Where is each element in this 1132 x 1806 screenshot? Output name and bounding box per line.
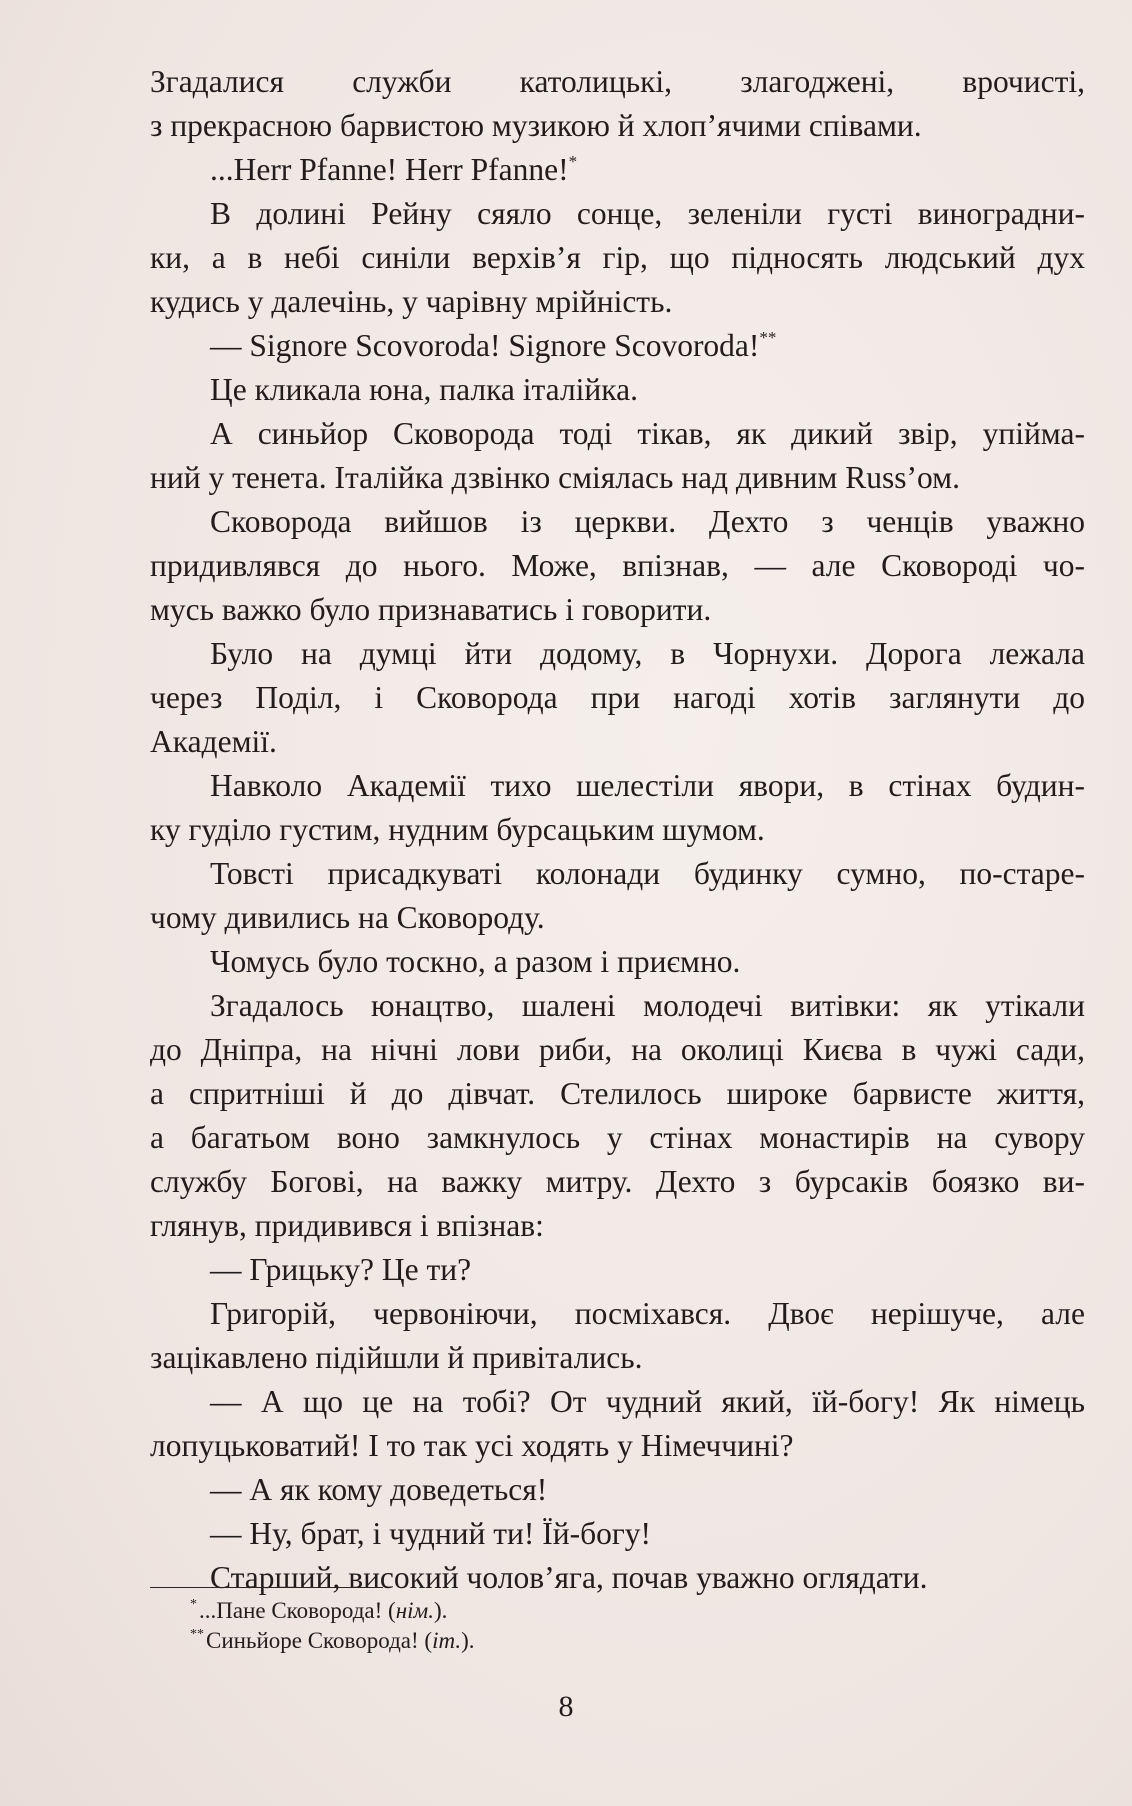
text-line: — Грицьку? Це ти?: [210, 1252, 472, 1287]
text-line: — А що це на тобі? От чудний який, їй-богу! Як німець: [210, 1384, 1085, 1419]
text-line: Чомусь було тоскно, а разом і приємно.: [210, 944, 741, 979]
text-line: а спритніші й до дівчат. Стелилось широке барвисте життя,: [150, 1076, 1085, 1111]
text-line: зацікавлено підійшли й привітались.: [150, 1340, 643, 1375]
text-line: мусь важко було признаватись і говорити.: [150, 592, 712, 627]
text-line: службу Богові, на важку митру. Дехто з бурсаків боязко ви-: [150, 1164, 1085, 1199]
text-line: Це кликала юна, палка італійка.: [210, 372, 638, 407]
footnote-mark: **: [759, 327, 777, 347]
footnote: *...Пане Сковорода! (нім.).: [190, 1597, 448, 1623]
text-line: Згадалось юнацтво, шалені молодечі витівки: як утікали: [210, 988, 1085, 1023]
text-line: — Signore Scovoroda! Signore Scovoroda!**: [210, 327, 777, 363]
footnote-mark: *: [190, 1597, 197, 1613]
text-line: Навколо Академії тихо шелестіли явори, в стінах будин-: [210, 768, 1085, 803]
text-line: — Ну, брат, і чудний ти! Їй-богу!: [210, 1516, 652, 1551]
text-line: В долині Рейну сяяло сонце, зеленіли густі виноградни-: [210, 196, 1085, 231]
text-line: А синьйор Сковорода тоді тікав, як дикий звір, упійма-: [210, 416, 1085, 451]
text-line: Григорій, червоніючи, посміхався. Двоє нерішуче, але: [210, 1296, 1085, 1331]
text-line: придивлявся до нього. Може, впізнав, — але Сковороді чо-: [150, 548, 1085, 583]
text-line: чому дивились на Сковороду.: [150, 900, 545, 935]
text-line: ний у тенета. Італійка дзвінко сміялась над дивним Russ’ом.: [150, 460, 960, 495]
page-number: 8: [558, 1690, 574, 1723]
text-line: через Поділ, і Сковорода при нагоді хотів заглянути до: [150, 680, 1085, 715]
text-line: ку гуділо густим, нудним бурсацьким шумом.: [150, 812, 765, 847]
text-line: ки, а в небі синіли верхів’я гір, що підносять людський дух: [150, 240, 1085, 275]
text-line: Сковорода вийшов із церкви. Дехто з ченців уважно: [210, 504, 1085, 539]
text-line: Згадалися служби католицькі, злагоджені, врочисті,: [150, 64, 1085, 99]
text-line: до Дніпра, на нічні лови риби, на околиці Києва в чужі сади,: [150, 1032, 1085, 1067]
footnote-mark: *: [568, 151, 578, 171]
footnote-language: іт.: [432, 1628, 462, 1653]
text-line: Товсті присадкуваті колонади будинку сумно, по-старе-: [210, 856, 1085, 891]
text-line: лопуцьковатий! І то так усі ходять у Німеччині?: [150, 1428, 794, 1463]
text-line: Було на думці йти додому, в Чорнухи. Дорога лежала: [210, 636, 1085, 671]
text-line: кудись у далечінь, у чарівну мрійність.: [150, 284, 673, 319]
footnote-divider: [150, 1587, 383, 1588]
text-line: — А як кому доведеться!: [210, 1472, 548, 1507]
footnote: **Синьйоре Сковорода! (іт.).: [190, 1627, 475, 1653]
text-line: глянув, придивився і впізнав:: [150, 1208, 544, 1243]
text-line: а багатьом воно замкнулось у стінах монастирів на сувору: [150, 1120, 1085, 1155]
footnote-mark: **: [190, 1627, 204, 1643]
text-line: ...Herr Pfanne! Herr Pfanne!*: [210, 151, 578, 187]
text-line: з прекрасною барвистою музикою й хлоп’ячими співами.: [150, 108, 922, 143]
text-line: Старший, високий чолов’яга, почав уважно оглядати.: [210, 1560, 928, 1595]
text-line: Академії.: [150, 724, 277, 759]
footnote-language: нім.: [395, 1598, 434, 1623]
